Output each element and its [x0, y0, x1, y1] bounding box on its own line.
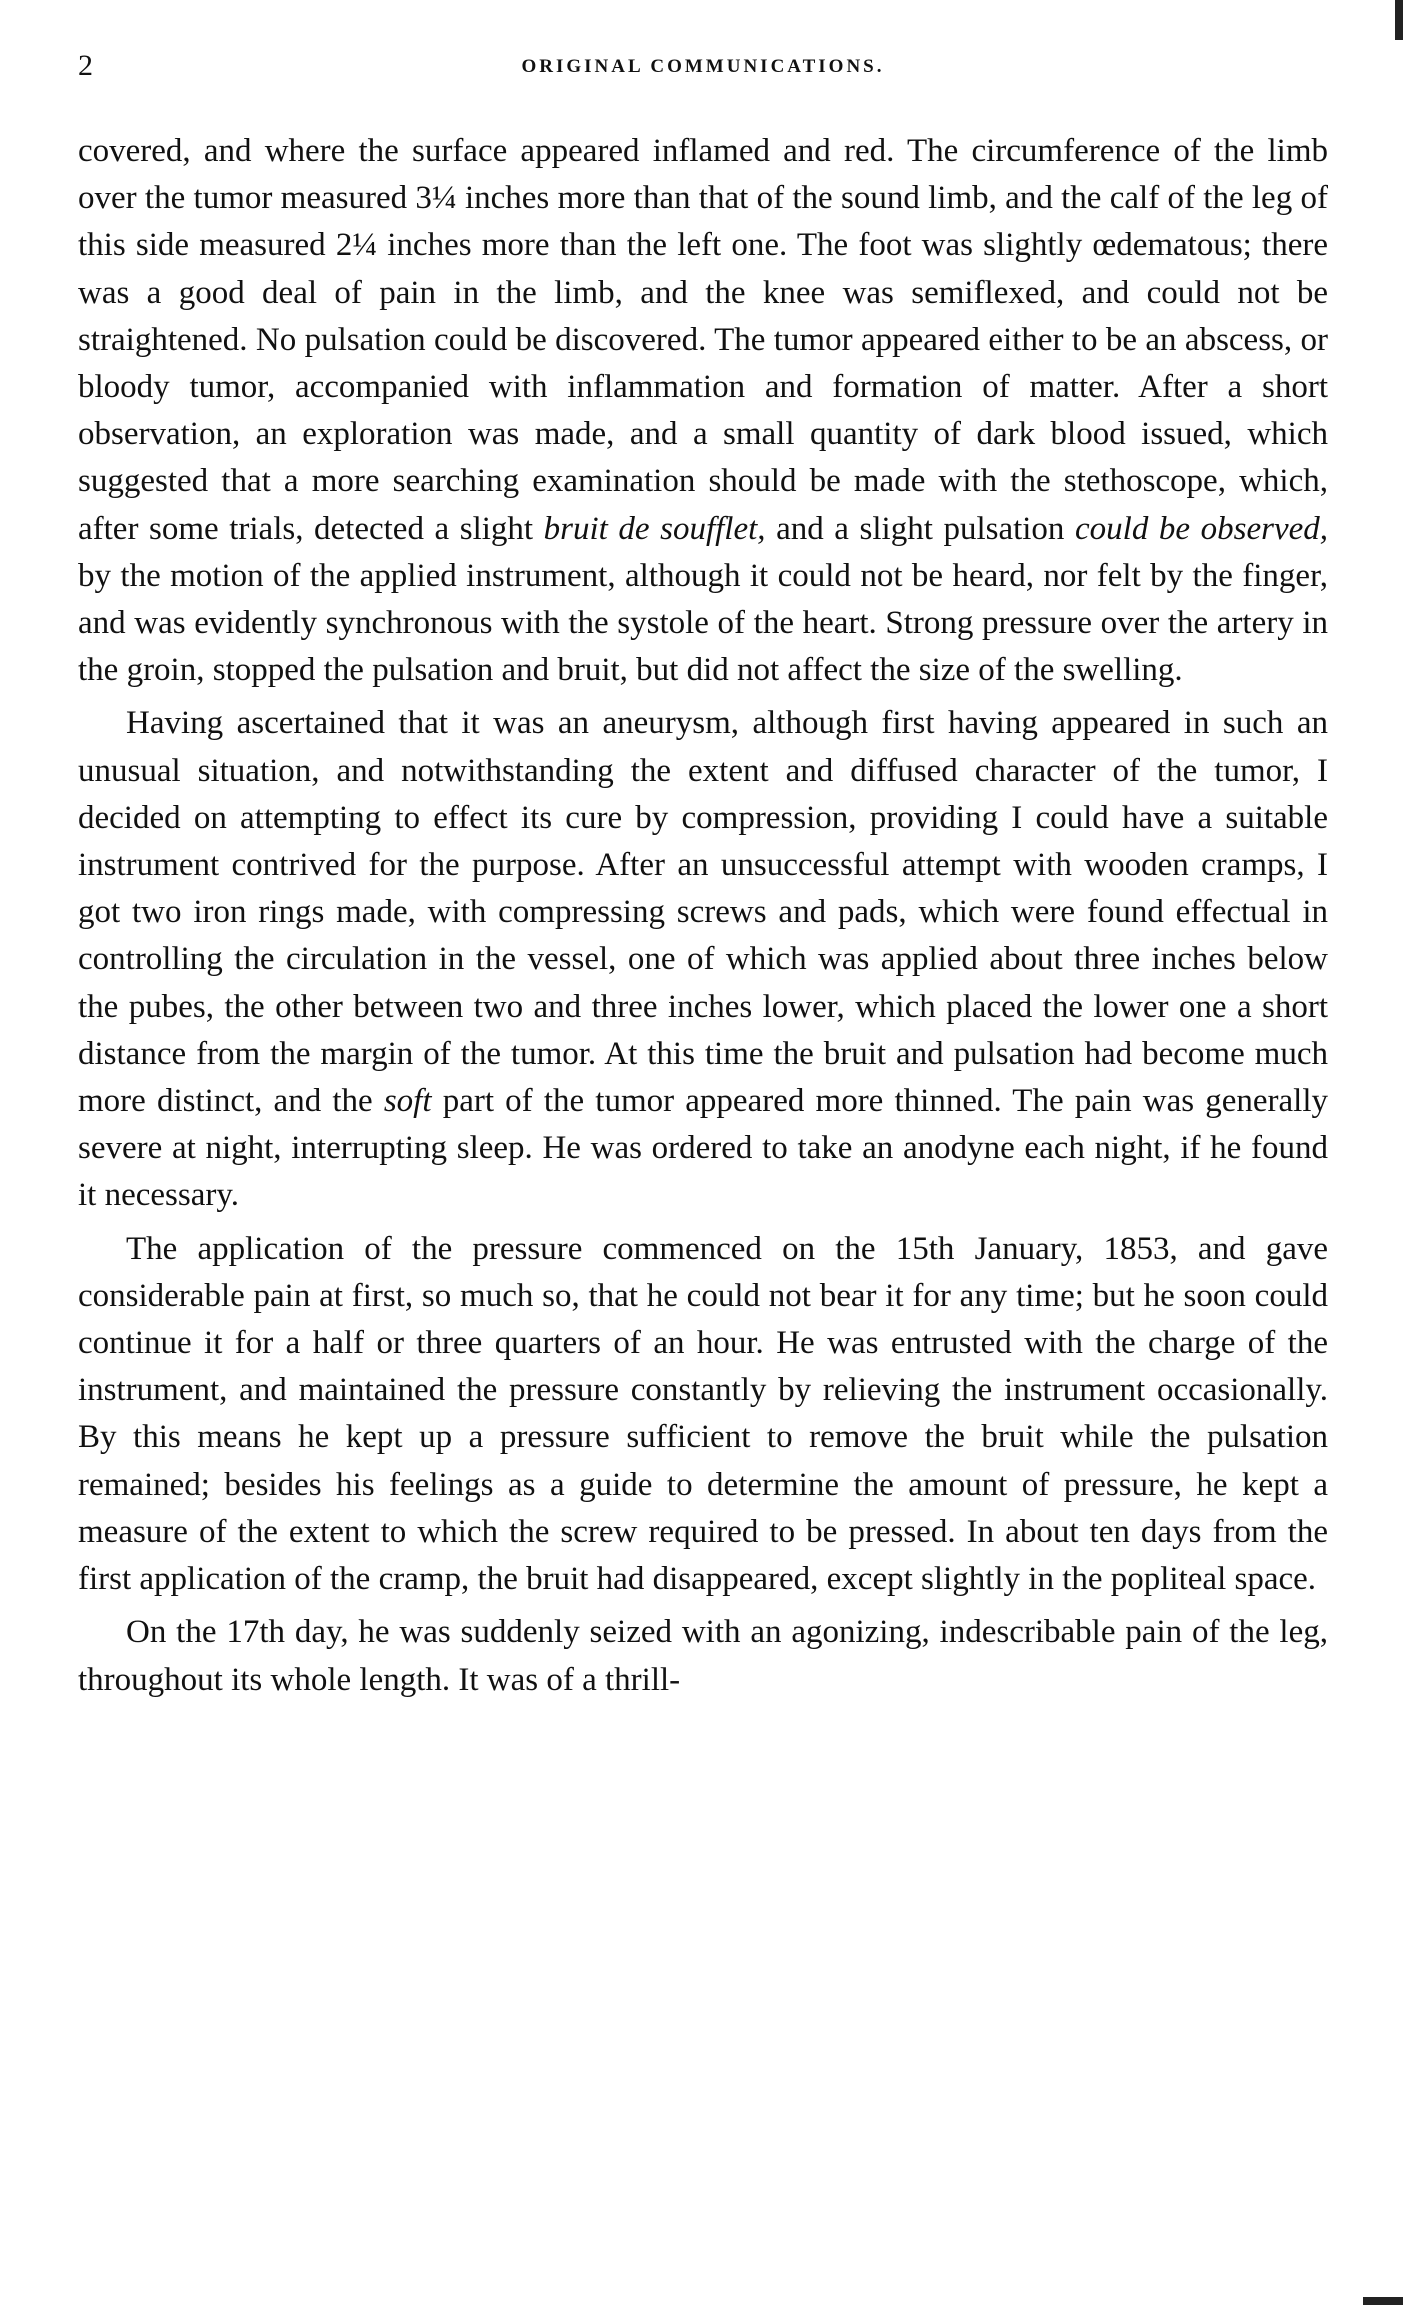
text-segment: On the 17th day, he was suddenly seized with an agonizing, indescribable pain of the leg, throughout its whole length. It was of a thrill-	[78, 1614, 1328, 1698]
italic-phrase: soft	[383, 1083, 432, 1120]
paragraph-4	[78, 1609, 1328, 1703]
body-text	[78, 128, 1328, 1710]
running-head	[78, 48, 1328, 88]
text-segment: The application of the pressure commenced on the 15th January, 1853, and gave considerable pain at first, so much so, that he could not bear it for any time; but he soon could continue it for a half or three quarters of an hour. He was entrusted with the charge of the instrument, and maintained the pressure constantly by relieving the instrument occasionally. By this means he kept up a pressure sufficient to remove the bruit while the pulsation remained; besides his feelings as a guide to determine the amount of pressure, he kept a measure of the extent to which the screw required to be pressed. In about ten days from the first application of the cramp, the bruit had disappeared, except slightly in the popliteal space.	[78, 1230, 1328, 1598]
text-segment: part of the tumor appeared more thinned. The pain was generally severe at night, interrupting sleep. He was ordered to take an anodyne each night, if he found it necessary.	[78, 1083, 1328, 1214]
text-segment: and a slight pulsation	[765, 510, 1076, 547]
text-segment: Having ascertained that it was an aneurysm, although first having appeared in such an unusual situation, and notwithstanding the extent and diffused character of the tumor, I decided on attempting to effect its cure by compression, providing I could have a suitable instrument contrived for the purpose. After an unsuccessful attempt with wooden cramps, I got two iron rings made, with compressing screws and pads, which were found effectual in controlling the circulation in the vessel, one of which was applied about three inches below the pubes, the other between two and three inches lower, which placed the lower one a short distance from the margin of the tumor. At this time the bruit and pulsation had become much more distinct, and the	[78, 705, 1328, 1120]
page-number: 2	[78, 49, 93, 82]
scan-edge-mark-top	[1395, 0, 1403, 40]
italic-phrase: could be observed,	[1075, 510, 1328, 547]
paragraph-1	[78, 128, 1328, 694]
paragraph-2	[78, 700, 1328, 1219]
book-page	[78, 48, 1328, 1698]
text-segment: covered, and where the surface appeared inflamed and red. The circumference of the limb over the tumor measured 3¼ inches more than that of the sound limb, and the calf of the leg of this side measured 2¼ inches more than the left one. The foot was slightly œdematous; there was a good deal of pain in the limb, and the knee was semiflexed, and could not be straightened. No pulsation could be discovered. The tumor appeared either to be an abscess, or bloody tumor, accompanied with inflammation and formation of matter. After a short observation, an exploration was made, and a small quantity of dark blood issued, which suggested that a more searching examination should be made with the stethoscope, which, after some trials, detected a slight	[78, 133, 1328, 547]
paragraph-3	[78, 1226, 1328, 1604]
running-title: ORIGINAL COMMUNICATIONS.	[521, 56, 885, 77]
italic-phrase: bruit de soufflet,	[543, 510, 766, 547]
text-segment: by the motion of the applied instrument, although it could not be heard, nor felt by the finger, and was evidently synchronous with the systole of the heart. Strong pressure over the artery in the groin, stopped the pulsation and bruit, but did not affect the size of the swelling.	[78, 557, 1328, 689]
scan-edge-mark-bottom	[1363, 2297, 1403, 2305]
